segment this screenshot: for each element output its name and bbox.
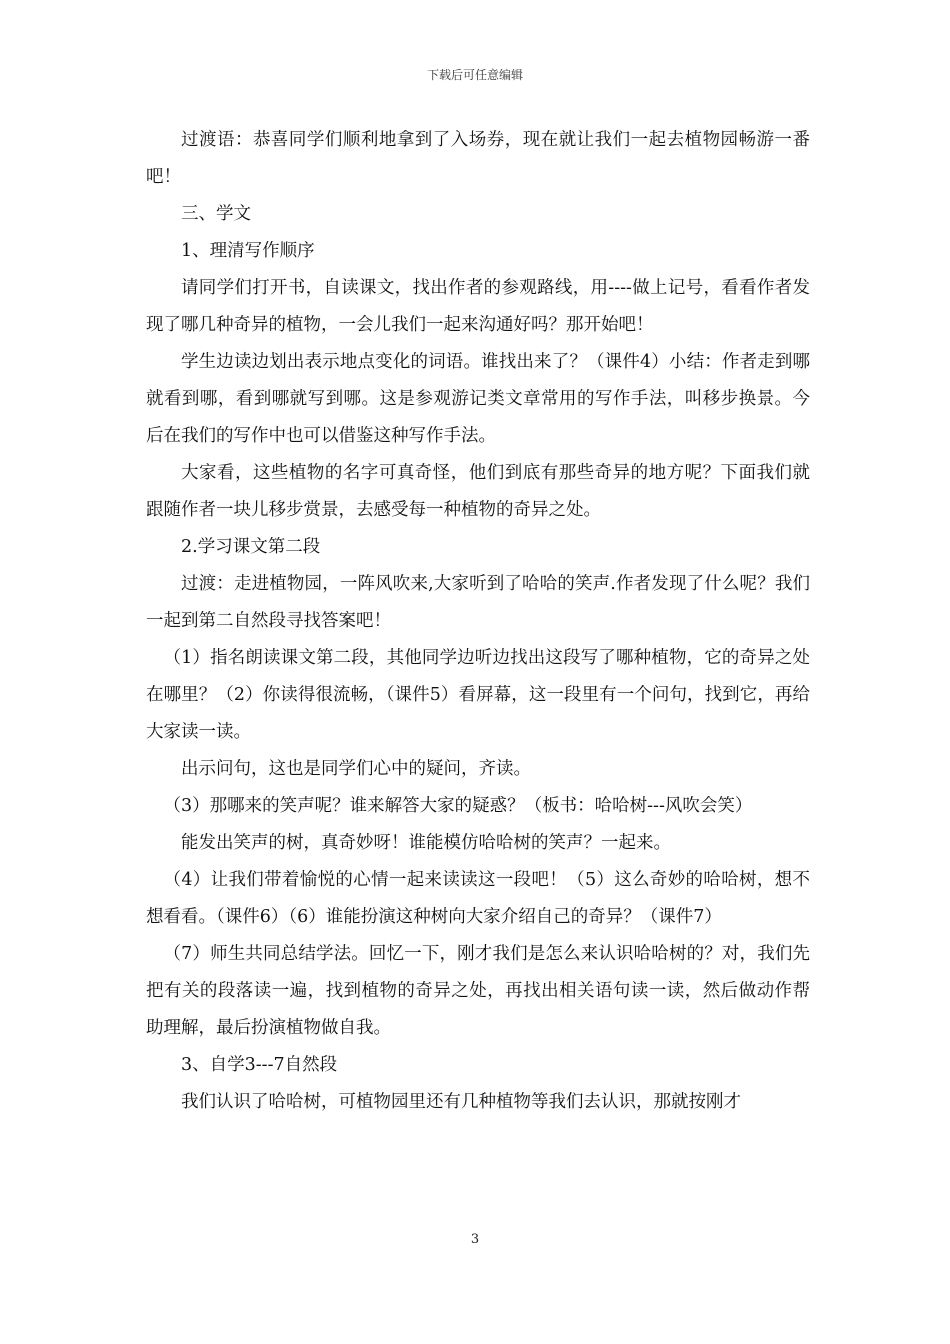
section-heading-learn-text: 三、学文 (181, 204, 251, 224)
document-body (146, 122, 810, 1121)
subheading-writing-order: 1、理清写作顺序 (181, 241, 315, 261)
paragraph-step-4-6: （4）让我们带着愉悦的心情一起来读读这一段吧！（5）这么奇妙的哈哈树，想不想看看。（课件6）（6）谁能扮演这种树向大家介绍自己的奇异？（课件7） (146, 870, 810, 927)
paragraph-step-7: （7）师生共同总结学法。回忆一下，刚才我们是怎么来认识哈哈树的？对，我们先把有关的段落读一遍，找到植物的奇异之处，再找出相关语句读一读，然后做动作帮助理解，最后扮演植物做自我。 (146, 944, 810, 1038)
paragraph-other-plants: 我们认识了哈哈树，可植物园里还有几种植物等我们去认识，那就按刚才 (181, 1092, 741, 1112)
subheading-second-section: 2.学习课文第二段 (181, 537, 321, 557)
paragraph-strange-names: 大家看，这些植物的名字可真奇怪，他们到底有那些奇异的地方呢？下面我们就跟随作者一块儿移步赏景，去感受每一种植物的奇异之处。 (146, 463, 810, 520)
paragraph-open-book: 请同学们打开书，自读课文，找出作者的参观路线，用----做上记号，看看作者发现了哪几种奇异的植物，一会儿我们一起来沟通好吗？那开始吧！ (146, 278, 810, 335)
paragraph-show-question: 出示问句，这也是同学们心中的疑问，齐读。 (181, 759, 531, 779)
paragraph-transition-intro: 过渡语：恭喜同学们顺利地拿到了入场券，现在就让我们一起去植物园畅游一番吧！ (146, 130, 810, 187)
paragraph-mark-places: 学生边读边划出表示地点变化的词语。谁找出来了？（课件4）小结：作者走到哪就看到哪，看到哪就写到哪。这是参观游记类文章常用的写作手法，叫移步换景。今后在我们的写作中也可以借鉴这种写作手法。 (146, 352, 810, 446)
page-number: 3 (470, 1232, 480, 1247)
subheading-self-study: 3、自学3---7自然段 (181, 1055, 338, 1075)
page-header-note: 下载后可任意编辑 (426, 68, 523, 82)
paragraph-transition-wind: 过渡：走进植物园，一阵风吹来,大家听到了哈哈的笑声.作者发现了什么呢？我们一起到第二自然段寻找答案吧！ (146, 574, 810, 631)
paragraph-imitate-laugh: 能发出笑声的树，真奇妙呀！谁能模仿哈哈树的笑声？一起来。 (181, 833, 671, 853)
paragraph-step-3: （3）那哪来的笑声呢？谁来解答大家的疑惑？（板书：哈哈树---风吹会笑） (163, 796, 753, 816)
paragraph-step-1-2: （1）指名朗读课文第二段，其他同学边听边找出这段写了哪种植物，它的奇异之处在哪里？（2）你读得很流畅，（课件5）看屏幕，这一段里有一个问句，找到它，再给大家读一读。 (146, 648, 810, 742)
